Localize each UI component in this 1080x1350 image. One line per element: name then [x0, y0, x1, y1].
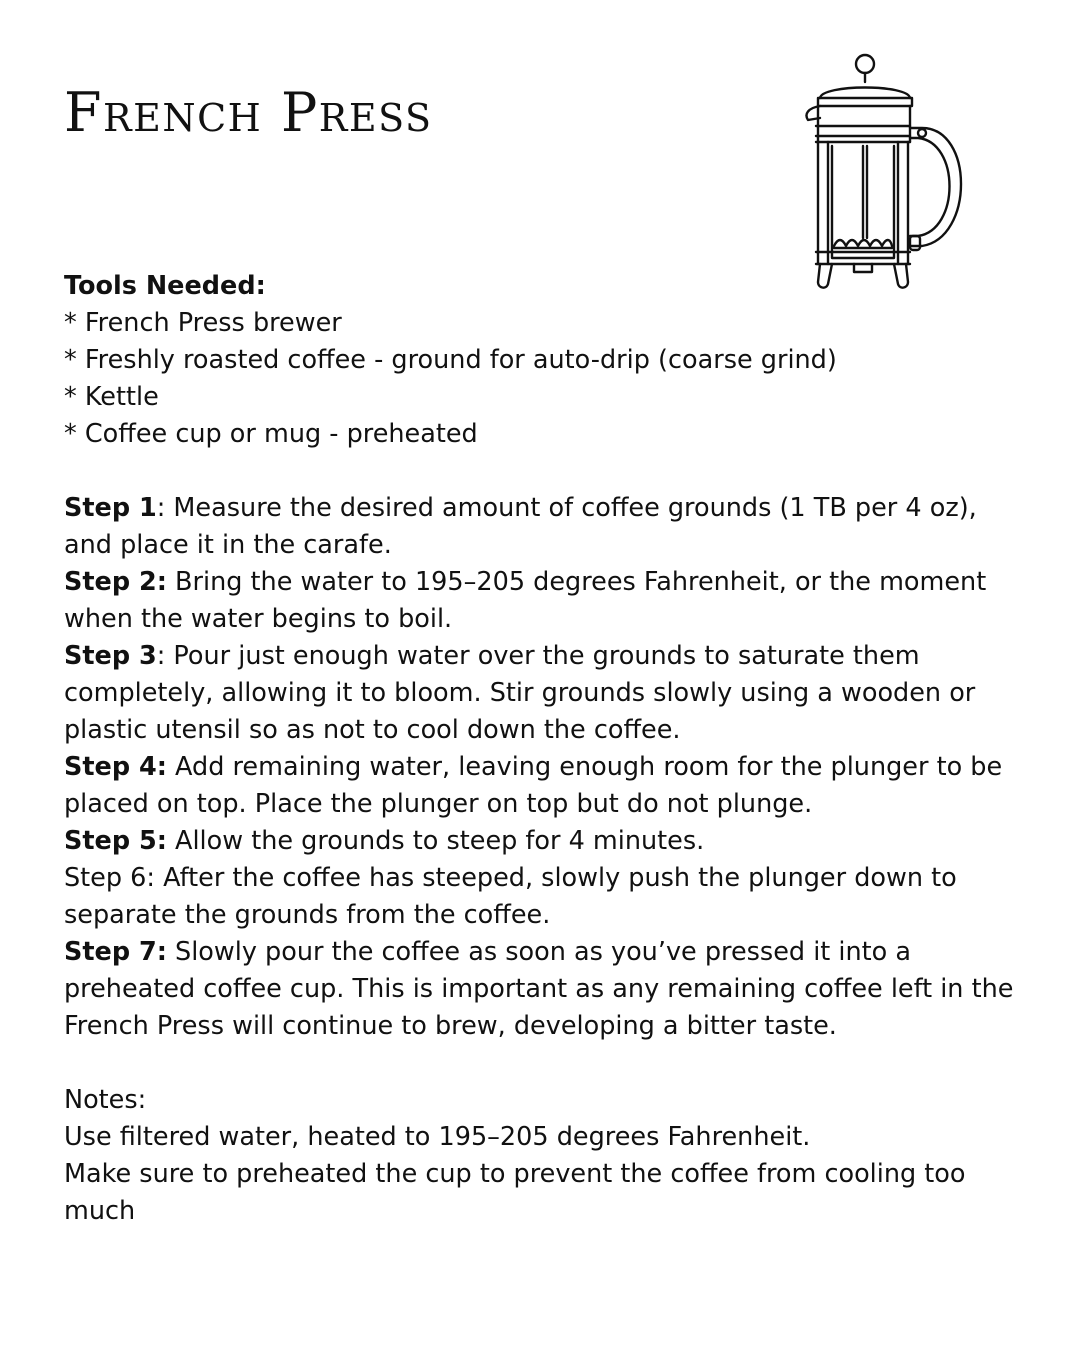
note-item: Make sure to preheated the cup to prevent the coffee from cooling too much	[64, 1159, 966, 1226]
step-4	[64, 749, 1020, 823]
step-label: Step 1	[64, 493, 157, 523]
step-7	[64, 934, 1020, 1045]
step-text: Bring the water to 195–205 degrees Fahrenheit, or the moment when the water begins to boil.	[64, 567, 987, 634]
step-2	[64, 564, 1020, 638]
french-press-icon	[798, 50, 978, 298]
step-text: Allow the grounds to steep for 4 minutes.	[166, 826, 705, 856]
step-1	[64, 490, 1020, 564]
step-label: Step 2:	[64, 567, 167, 597]
plunger-knob	[856, 55, 874, 73]
note-item: Use filtered water, heated to 195–205 degrees Fahrenheit.	[64, 1122, 811, 1152]
step-text: : Measure the desired amount of coffee grounds (1 TB per 4 oz), and place it in the carafe.	[64, 493, 977, 560]
step-text: Add remaining water, leaving enough room for the plunger to be placed on top. Place the plunger on top but do not plunge.	[64, 752, 1003, 819]
step-text: Slowly pour the coffee as soon as you’ve pressed it into a preheated coffee cup. This is important as any remaining coffee left in the French Press will continue to brew, developing a bitter taste.	[64, 937, 1014, 1041]
page-title: French Press	[64, 81, 433, 144]
step-3	[64, 638, 1020, 749]
step-6	[64, 860, 1020, 934]
step-label: Step 5:	[64, 826, 167, 856]
tool-item: * Coffee cup or mug - preheated	[64, 419, 478, 449]
lid	[820, 88, 910, 99]
step-text: Step 6: After the coffee has steeped, slowly push the plunger down to separate the grounds from the coffee.	[64, 863, 957, 930]
step-label: Step 3	[64, 641, 157, 671]
step-text: : Pour just enough water over the grounds to saturate them completely, allowing it to bloom. Stir grounds slowly using a wooden or plastic utensil so as not to cool down the coffee.	[64, 641, 976, 745]
recipe-body	[64, 268, 1020, 1230]
step-label: Step 4:	[64, 752, 167, 782]
step-label: Step 7:	[64, 937, 167, 967]
tool-item: * Kettle	[64, 382, 159, 412]
tool-item: * Freshly roasted coffee - ground for auto-drip (coarse grind)	[64, 345, 837, 375]
step-5	[64, 823, 1020, 860]
notes-heading: Notes:	[64, 1085, 147, 1115]
tool-item: * French Press brewer	[64, 308, 342, 338]
tools-heading: Tools Needed:	[64, 271, 266, 301]
